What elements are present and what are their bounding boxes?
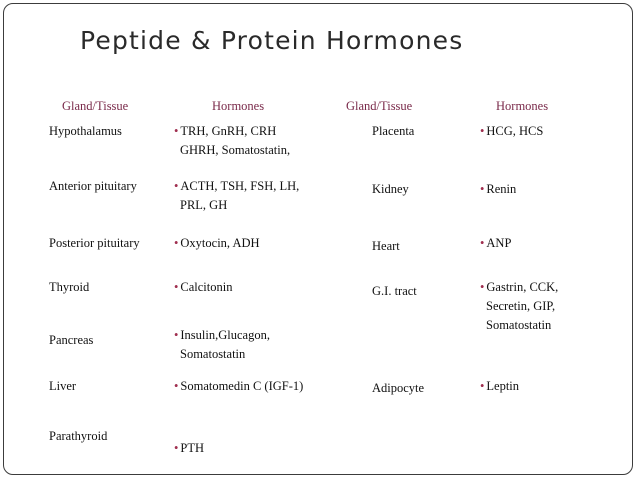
hormones-posterior-pituitary: • Oxytocin, ADH [174, 236, 260, 250]
hormones-placenta: • HCG, HCS [480, 124, 544, 138]
gland-parathyroid: Parathyroid [49, 429, 108, 443]
hormones-gi-tract: • Gastrin, CCK, Secretin, GIP, Somatostatin [480, 280, 559, 332]
bullet-icon: • [174, 379, 179, 393]
bullet-icon: • [480, 379, 485, 393]
gland-adipocyte: Adipocyte [372, 381, 425, 395]
header-gland-tissue-left: Gland/Tissue [62, 99, 129, 113]
hormones-kidney: • Renin [480, 182, 517, 196]
bullet-icon: • [480, 124, 485, 138]
header-gland-tissue-right: Gland/Tissue [346, 99, 413, 113]
gland-kidney: Kidney [372, 182, 409, 196]
hormones-anterior-pituitary: • ACTH, TSH, FSH, LH, PRL, GH [174, 179, 300, 212]
gland-liver: Liver [49, 379, 77, 393]
gland-hypothalamus: Hypothalamus [49, 124, 122, 138]
bullet-icon: • [174, 179, 179, 193]
gland-placenta: Placenta [372, 124, 415, 138]
gland-anterior-pituitary: Anterior pituitary [49, 179, 137, 193]
bullet-icon: • [480, 236, 485, 250]
slide [3, 3, 633, 475]
bullet-icon: • [174, 236, 179, 250]
bullet-icon: • [174, 328, 179, 342]
header-hormones-left: Hormones [212, 99, 265, 113]
hormones-parathyroid: • PTH [174, 441, 205, 455]
bullet-icon: • [480, 182, 485, 196]
gland-pancreas: Pancreas [49, 333, 94, 347]
hormones-hypothalamus: • TRH, GnRH, CRH GHRH, Somatostatin, [174, 124, 291, 157]
bullet-icon: • [174, 441, 179, 455]
hormones-pancreas: • Insulin,Glucagon, Somatostatin [174, 328, 270, 361]
header-hormones-right: Hormones [496, 99, 549, 113]
slide-title: Peptide & Protein Hormones [80, 26, 464, 55]
hormones-adipocyte: • Leptin [480, 379, 520, 393]
bullet-icon: • [174, 124, 179, 138]
gland-gi-tract: G.I. tract [372, 284, 417, 298]
hormones-thyroid: • Calcitonin [174, 280, 233, 294]
bullet-icon: • [480, 280, 485, 294]
gland-posterior-pituitary: Posterior pituitary [49, 236, 140, 250]
gland-thyroid: Thyroid [49, 280, 90, 294]
bullet-icon: • [174, 280, 179, 294]
gland-heart: Heart [372, 239, 400, 253]
hormones-heart: • ANP [480, 236, 512, 250]
hormones-liver: • Somatomedin C (IGF-1) [174, 379, 304, 393]
